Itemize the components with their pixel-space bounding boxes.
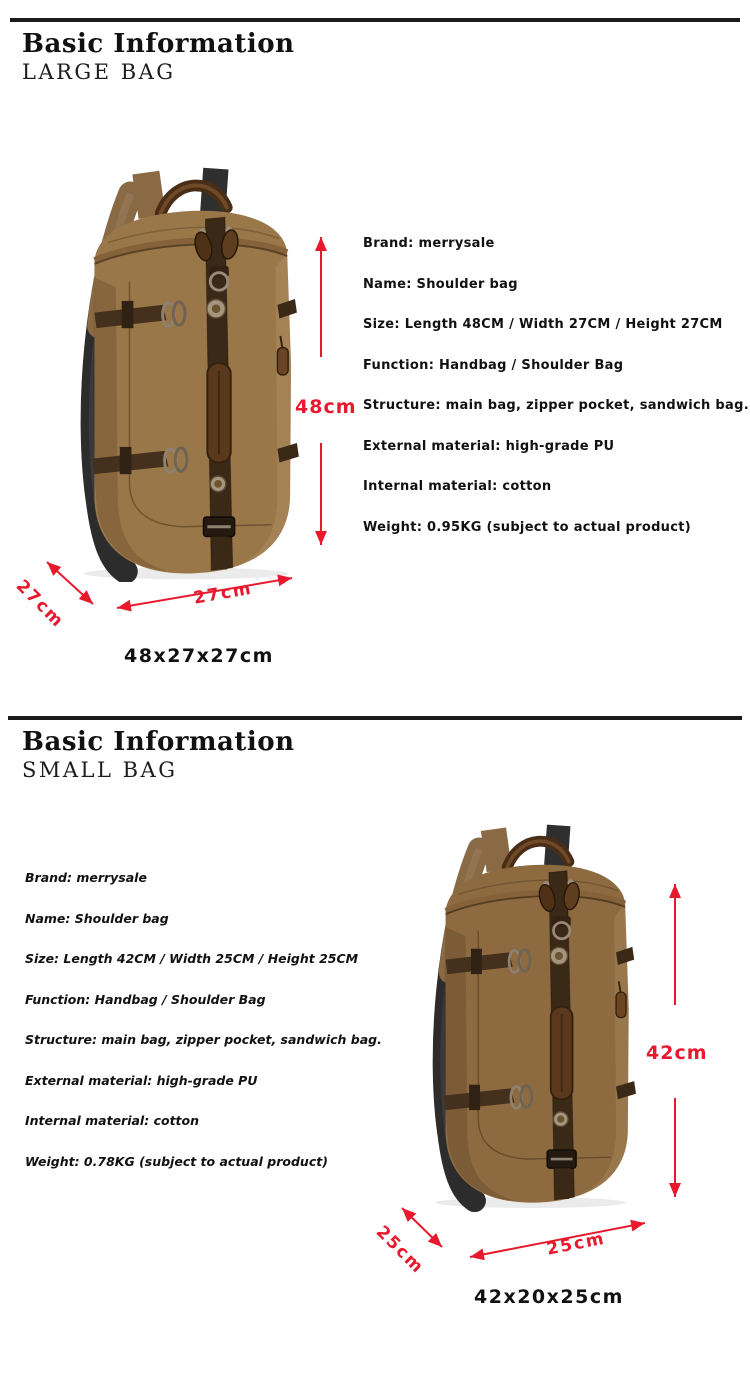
- large-bag-photo: [38, 160, 330, 582]
- width-dimension-label: 25cm: [545, 1228, 608, 1260]
- width-dimension-label: 27cm: [192, 578, 255, 609]
- spec-line: Structure: main bag, zipper pocket, sandwich bag.: [363, 398, 749, 413]
- spec-line: Size: Length 42CM / Width 25CM / Height 25CM: [25, 951, 359, 966]
- depth-dimension-label: 27cm: [11, 576, 69, 633]
- spec-line: Name: Shoulder bag: [363, 276, 518, 292]
- height-dimension-label: 42cm: [646, 1042, 708, 1064]
- size-summary: 48x27x27cm: [124, 645, 274, 667]
- section-subtitle: SMALL BAG: [22, 758, 178, 782]
- spec-line: Internal material: cotton: [25, 1113, 200, 1128]
- page-title: Basic Information: [22, 727, 295, 757]
- size-summary: 42x20x25cm: [474, 1286, 624, 1308]
- height-dimension-label: 48cm: [295, 396, 357, 418]
- section-subtitle: LARGE BAG: [22, 60, 176, 84]
- spec-list: [25, 870, 385, 1194]
- spec-line: Function: Handbag / Shoulder Bag: [25, 991, 266, 1007]
- spec-list: [363, 236, 749, 560]
- spec-line: External material: high-grade PU: [363, 438, 615, 454]
- section-divider: [8, 716, 742, 720]
- page-title: Basic Information: [22, 29, 295, 59]
- spec-line: Weight: 0.95KG (subject to actual product): [363, 519, 691, 535]
- spec-line: External material: high-grade PU: [25, 1072, 258, 1088]
- spec-line: Name: Shoulder bag: [25, 910, 169, 926]
- spec-line: Brand: merrysale: [25, 870, 147, 885]
- spec-line: Internal material: cotton: [363, 479, 552, 494]
- small-bag-photo: [393, 812, 665, 1216]
- spec-line: Size: Length 48CM / Width 27CM / Height 27CM: [363, 317, 723, 332]
- height-arrow-icon: [664, 874, 686, 1204]
- height-arrow-icon: [310, 228, 332, 554]
- top-divider: [10, 18, 740, 22]
- spec-line: Brand: merrysale: [363, 236, 495, 251]
- spec-line: Weight: 0.78KG (subject to actual product): [25, 1153, 328, 1169]
- depth-dimension-label: 25cm: [371, 1222, 429, 1279]
- spec-line: Function: Handbag / Shoulder Bag: [363, 357, 624, 373]
- spec-line: Structure: main bag, zipper pocket, sandwich bag.: [25, 1032, 382, 1047]
